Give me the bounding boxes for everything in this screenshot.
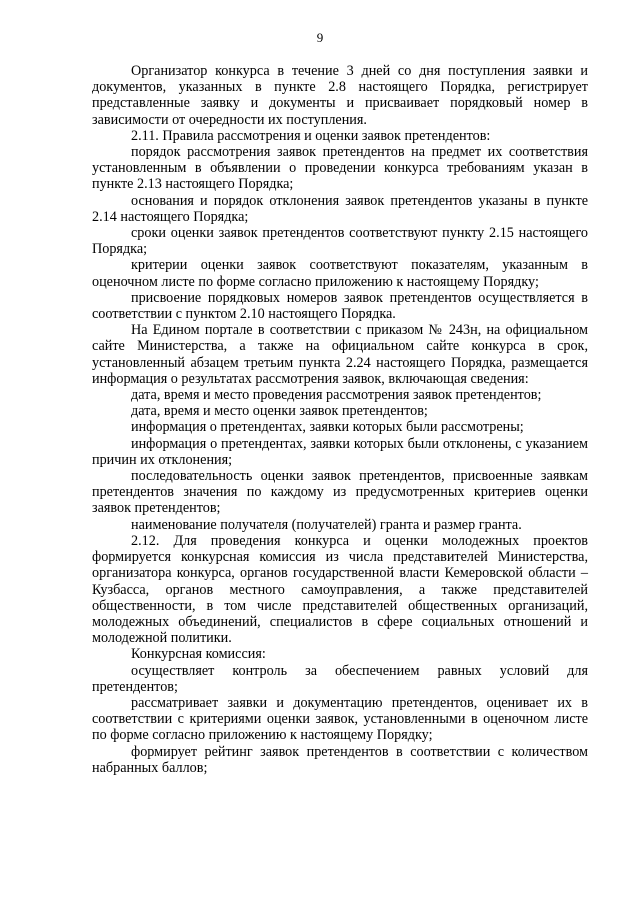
list-item: информация о претендентах, заявки которых были рассмотрены;	[131, 419, 524, 436]
list-item: формирует рейтинг заявок претендентов в соответствии с количеством набранных баллов;	[92, 743, 588, 776]
section-paragraph: 2.12. Для проведения конкурса и оценки молодежных проектов формируется конкурсная комиссия из числа представителей Министерства, организатора конкурса, органов государственной власти Кемеровской области – Кузбасса, органов местного самоуправления, а также представителей общественности, в том числе представителей общественных организаций, молодежных объединений, специалистов в сфере социальных отношений и молодежной политики.	[92, 532, 588, 647]
paragraph: Конкурсная комиссия:	[131, 646, 266, 663]
list-item: наименование получателя (получателей) гранта и размер гранта.	[131, 516, 522, 533]
paragraph: порядок рассмотрения заявок претендентов на предмет их соответствия установленным в объявлении о проведении конкурса требованиям указан в пункте 2.13 настоящего Порядка;	[92, 144, 588, 193]
list-item: информация о претендентах, заявки которых были отклонены, с указанием причин их отклонения;	[92, 435, 588, 468]
page-number: 9	[316, 30, 324, 45]
section-heading: 2.11. Правила рассмотрения и оценки заявок претендентов:	[131, 127, 491, 144]
paragraph: Организатор конкурса в течение 3 дней со дня поступления заявки и документов, указанных в пункте 2.8 настоящего Порядка, регистрирует представленные заявку и документы и присваивает порядковый номер в зависимости от очередности их поступления.	[92, 63, 588, 128]
paragraph: присвоение порядковых номеров заявок претендентов осуществляется в соответствии с пунктом 2.10 настоящего Порядка.	[92, 289, 588, 323]
document-body	[92, 63, 588, 776]
list-item: дата, время и место оценки заявок претендентов;	[131, 403, 428, 420]
list-item: рассматривает заявки и документацию претендентов, оценивает их в соответствии с критериями оценки заявок, установленными в оценочном листе по форме согласно приложению к настоящему Порядку;	[92, 694, 588, 744]
paragraph: сроки оценки заявок претендентов соответствуют пункту 2.15 настоящего Порядка;	[92, 225, 588, 258]
list-item: последовательность оценки заявок претендентов, присвоенные заявкам претендентов значения по каждому из предусмотренных критериев оценки заявок претендентов;	[92, 468, 588, 517]
paragraph: основания и порядок отклонения заявок претендентов указаны в пункте 2.14 настоящего Порядка;	[92, 192, 588, 225]
paragraph: критерии оценки заявок соответствуют показателям, указанным в оценочном листе по форме согласно приложению к настоящему Порядку;	[92, 257, 588, 290]
paragraph: На Едином портале в соответствии с приказом № 243н, на официальном сайте Министерства, а также на официальном сайте конкурса в срок, установленный абзацем третьим пункта 2.24 настоящего Порядка, размещается информация о результатах рассмотрения заявок, включающая сведения:	[92, 322, 588, 387]
list-item: дата, время и место проведения рассмотрения заявок претендентов;	[131, 387, 542, 404]
list-item: осуществляет контроль за обеспечением равных условий для претендентов;	[92, 662, 588, 695]
